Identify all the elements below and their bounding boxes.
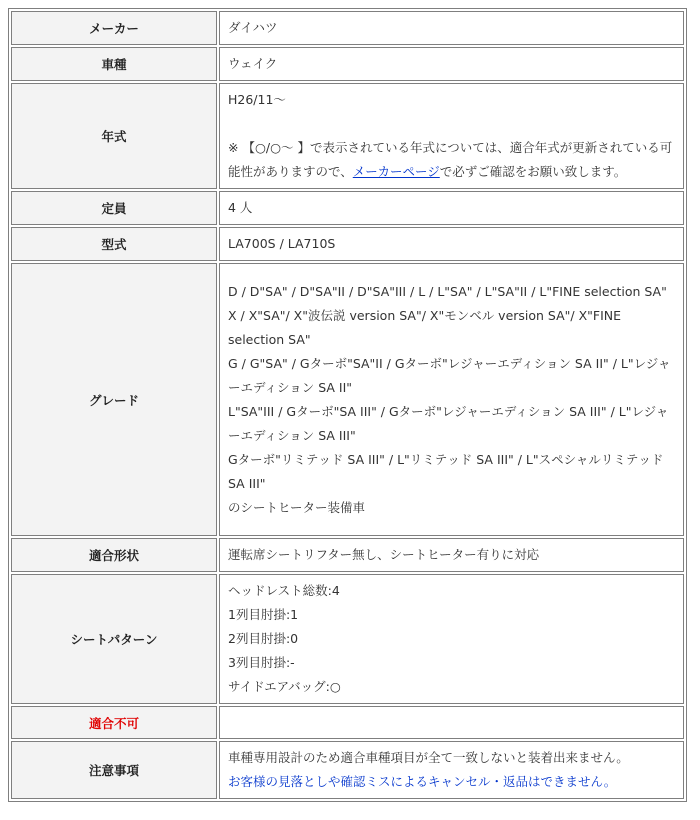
label-grade: グレード bbox=[11, 263, 217, 536]
maker-page-link[interactable]: メーカーページ bbox=[352, 164, 440, 179]
grade-line: G / G"SA" / Gターボ"SA"II / Gターボ"レジャーエディション SA II" / L"レジャーエディション SA II" bbox=[228, 355, 671, 395]
grade-line: Gターボ"リミテッド SA III" / L"リミテッド SA III" / L"スペシャルリミテッド SA III" bbox=[228, 451, 664, 491]
seat-line: サイドエアバッグ:○ bbox=[228, 679, 341, 694]
grade-line: X / X"SA"/ X"波伝説 version SA"/ X"モンベル version SA"/ X"FINE selection SA" bbox=[228, 307, 622, 347]
label-year: 年式 bbox=[11, 83, 217, 189]
value-not-compatible bbox=[219, 706, 684, 739]
row-maker bbox=[11, 11, 684, 45]
value-seat-pattern bbox=[219, 574, 684, 704]
value-maker: ダイハツ bbox=[219, 11, 684, 45]
grade-line: L"SA"III / Gターボ"SA III" / Gターボ"レジャーエディション SA III" / L"レジャーエディション SA III" bbox=[228, 403, 669, 443]
label-capacity: 定員 bbox=[11, 191, 217, 225]
grade-line: のシートヒーター装備車 bbox=[228, 499, 366, 515]
value-grade bbox=[219, 263, 684, 536]
spec-table bbox=[8, 8, 687, 802]
row-not-compatible bbox=[11, 706, 684, 739]
label-model: 車種 bbox=[11, 47, 217, 81]
label-seat-pattern: シートパターン bbox=[11, 574, 217, 704]
label-notes: 注意事項 bbox=[11, 741, 217, 799]
value-model: ウェイク bbox=[219, 47, 684, 81]
label-maker: メーカー bbox=[11, 11, 217, 45]
row-grade bbox=[11, 263, 684, 536]
notes-warning: お客様の見落としや確認ミスによるキャンセル・返品はできません。 bbox=[228, 774, 617, 789]
year-note-a: ※ 【○/○～ 】で表示されている年式については、適合年式が更新されている可能性がありますので、 bbox=[228, 140, 673, 179]
row-notes bbox=[11, 741, 684, 799]
year-note-b: で必ずご確認をお願い致します。 bbox=[439, 164, 627, 179]
row-year bbox=[11, 83, 684, 189]
value-type: LA700S / LA710S bbox=[219, 227, 684, 261]
value-notes bbox=[219, 741, 684, 799]
value-year bbox=[219, 83, 684, 189]
grade-line: D / D"SA" / D"SA"II / D"SA"III / L / L"SA" / L"SA"II / L"FINE selection SA" bbox=[228, 283, 667, 299]
label-fit-shape: 適合形状 bbox=[11, 538, 217, 572]
row-capacity bbox=[11, 191, 684, 225]
year-range: H26/11～ bbox=[228, 92, 286, 107]
spacer bbox=[228, 112, 675, 136]
label-not-compatible: 適合不可 bbox=[11, 706, 217, 739]
seat-line: 2列目肘掛:0 bbox=[228, 631, 299, 646]
row-type bbox=[11, 227, 684, 261]
seat-line: 3列目肘掛:- bbox=[228, 655, 295, 670]
label-type: 型式 bbox=[11, 227, 217, 261]
seat-line: ヘッドレスト総数:4 bbox=[228, 583, 340, 598]
row-seat-pattern bbox=[11, 574, 684, 704]
row-fit-shape bbox=[11, 538, 684, 572]
seat-line: 1列目肘掛:1 bbox=[228, 607, 299, 622]
value-capacity: 4 人 bbox=[219, 191, 684, 225]
value-fit-shape: 運転席シートリフター無し、シートヒーター有りに対応 bbox=[219, 538, 684, 572]
row-model bbox=[11, 47, 684, 81]
notes-line: 車種専用設計のため適合車種項目が全て一致しないと装着出来ません。 bbox=[228, 750, 629, 765]
